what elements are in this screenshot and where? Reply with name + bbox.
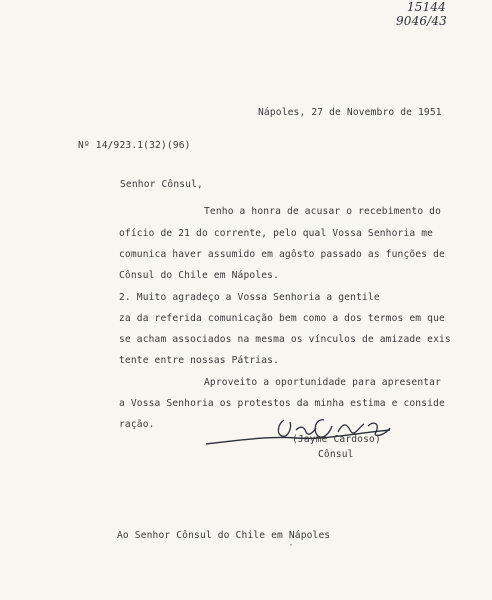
body-line: se acham associados na mesma os vínculos de amizade exis: [119, 334, 451, 345]
salutation: Senhor Cônsul,: [120, 179, 203, 190]
archive-note-1: 15144: [407, 0, 446, 14]
body-line: Aproveito a oportunidade para apresentar: [204, 377, 442, 388]
signatory-name: (Jayme Cardoso): [292, 434, 381, 445]
body-line: za da referida comunicação bem como a dos termos em que: [119, 313, 445, 324]
reference-number: Nº 14/923.1(32)(96): [78, 140, 191, 151]
body-line: 2. Muito agradeço a Vossa Senhoria a gentile: [119, 292, 380, 303]
body-line: ofício de 21 do corrente, pelo qual Vossa Senhoria me: [119, 228, 434, 239]
addressee: Ao Senhor Cônsul do Chile em Nápoles: [117, 530, 331, 541]
body-line: Cônsul do Chile em Nápoles.: [119, 270, 279, 281]
body-line: ração.: [119, 419, 155, 430]
body-line: Tenho a honra de acusar o recebimento do: [204, 206, 442, 217]
archive-note-2: 9046/43: [396, 14, 447, 28]
dot-mark: ·: [288, 540, 295, 551]
body-line: comunica haver assumido em agôsto passado as funções de: [119, 249, 445, 260]
body-line: a Vossa Senhoria os protestos da minha estima e conside: [119, 398, 445, 409]
place-date: Nápoles, 27 de Novembro de 1951: [258, 107, 442, 118]
signatory-title: Cônsul: [318, 449, 354, 460]
body-line: tente entre nossas Pátrias.: [119, 355, 279, 366]
